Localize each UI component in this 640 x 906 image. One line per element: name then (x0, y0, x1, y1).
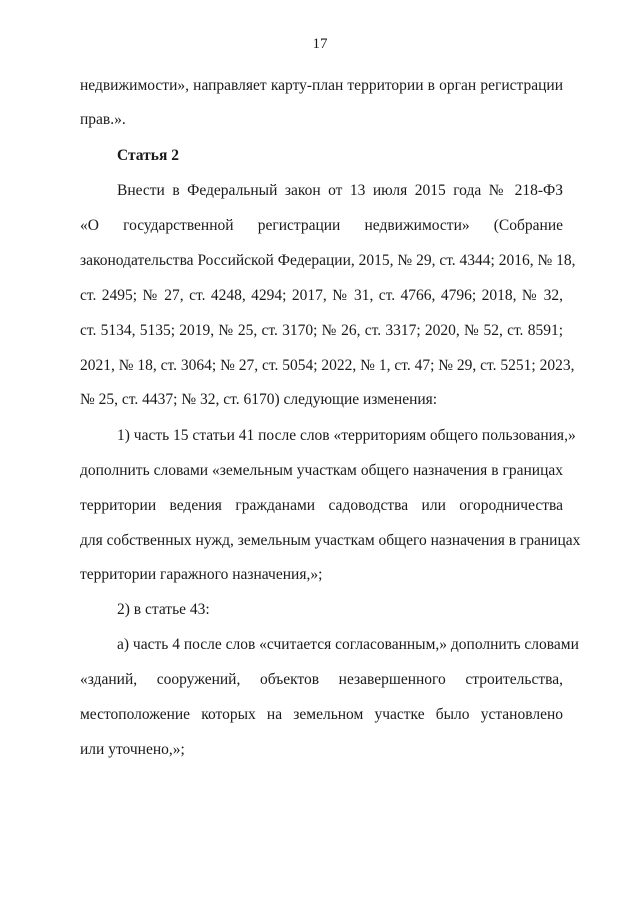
text-line: для собственных нужд, земельным участкам общего назначения в границах (80, 532, 581, 549)
article-heading: Статья 2 (117, 147, 179, 164)
text-line: прав.». (80, 111, 126, 128)
text-line: «О государственной регистрации недвижимости» (Собрание (80, 217, 563, 234)
text-line: территории гаражного назначения,»; (80, 566, 323, 583)
text-line: 2021, № 18, ст. 3064; № 27, ст. 5054; 2022, № 1, ст. 47; № 29, ст. 5251; 2023, (80, 357, 575, 374)
text-line: 2) в статье 43: (117, 601, 210, 618)
text-line: или уточнено,»; (80, 741, 185, 758)
text-line: ст. 5134, 5135; 2019, № 25, ст. 3170; № 26, ст. 3317; 2020, № 52, ст. 8591; (80, 322, 563, 339)
text-line: территории ведения гражданами садоводства или огородничества (80, 497, 563, 514)
text-line: а) часть 4 после слов «считается согласованным,» дополнить словами (117, 636, 579, 653)
text-line: ст. 2495; № 27, ст. 4248, 4294; 2017, № 31, ст. 4766, 4796; 2018, № 32, (80, 287, 563, 304)
text-line: местоположение которых на земельном участке было установлено (80, 706, 563, 723)
text-line: недвижимости», направляет карту-план территории в орган регистрации (80, 77, 563, 94)
text-line: дополнить словами «земельным участкам общего назначения в границах (80, 462, 563, 479)
page-number: 17 (312, 36, 328, 52)
text-line: № 25, ст. 4437; № 32, ст. 6170) следующие изменения: (80, 391, 438, 408)
text-line: 1) часть 15 статьи 41 после слов «территориям общего пользования,» (117, 427, 576, 444)
text-line: Внести в Федеральный закон от 13 июля 2015 года № 218-ФЗ (117, 182, 563, 199)
text-line: законодательства Российской Федерации, 2015, № 29, ст. 4344; 2016, № 18, (80, 252, 576, 269)
text-line: «зданий, сооружений, объектов незавершенного строительства, (80, 671, 563, 688)
